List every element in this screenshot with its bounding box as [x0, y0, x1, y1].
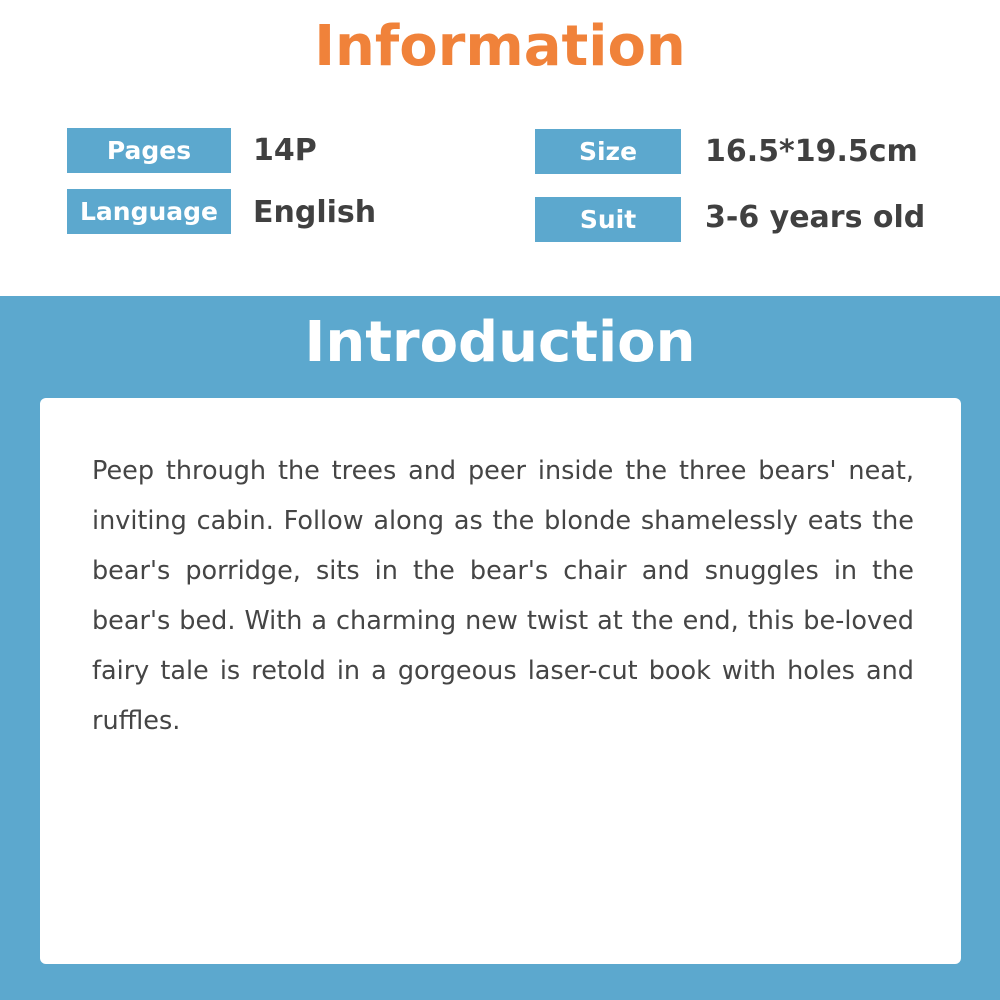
size-label: Size	[535, 129, 681, 174]
language-value: English	[253, 195, 377, 230]
information-section	[0, 0, 1000, 296]
information-title: Information	[314, 14, 686, 79]
introduction-card	[40, 398, 961, 964]
pages-label: Pages	[67, 128, 231, 173]
suit-label: Suit	[535, 197, 681, 242]
introduction-title: Introduction	[304, 310, 696, 375]
introduction-section	[0, 296, 1000, 1000]
size-value: 16.5*19.5cm	[705, 134, 918, 169]
pages-value: 14P	[253, 133, 317, 168]
introduction-text: Peep through the trees and peer inside the three bears' neat, inviting cabin. Follow along as the blonde shamelessly eats the bear's porridge, sits in the bear's chair and snuggles in the bear's bed. With a charming new twist at the end, this be-loved fairy tale is retold in a gorgeous laser-cut book with holes and ruffles.	[92, 456, 914, 736]
language-label: Language	[67, 189, 231, 234]
suit-value: 3-6 years old	[705, 200, 926, 235]
